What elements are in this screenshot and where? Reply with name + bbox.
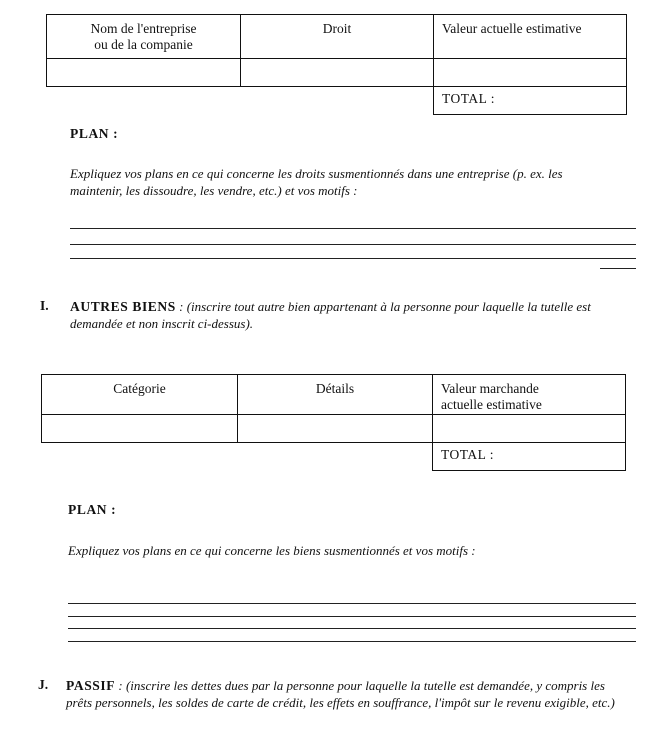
column-header-estimated-value: Valeur actuelle estimative: [434, 15, 627, 59]
column-header-category: Catégorie: [42, 375, 238, 415]
answer-line[interactable]: [68, 628, 636, 629]
plan-heading: PLAN :: [70, 126, 119, 141]
details-cell[interactable]: [238, 415, 433, 443]
total-cell[interactable]: TOTAL :: [434, 87, 627, 115]
section-note: : (inscrire les dettes dues par la personne pour laquelle la tutelle est demandée, y compris les prêts personnels, les soldes de carte de crédit, les effets en souffrance, l'impôt sur le revenu exigible, etc.): [66, 678, 615, 710]
value-cell[interactable]: [434, 59, 627, 87]
answer-line[interactable]: [68, 603, 636, 604]
total-cell[interactable]: TOTAL :: [433, 443, 626, 471]
right-cell[interactable]: [241, 59, 434, 87]
section-letter: I.: [40, 298, 49, 313]
section-letter: J.: [38, 677, 49, 692]
plan-instructions: Expliquez vos plans en ce qui concerne les biens susmentionnés et vos motifs :: [68, 543, 476, 558]
section-i-text: [70, 298, 618, 332]
section-note: : (inscrire tout autre bien appartenant à la personne pour laquelle la tutelle est demandée et non inscrit ci-dessus).: [70, 299, 591, 331]
answer-line[interactable]: [70, 258, 636, 259]
other-assets-table: [41, 374, 626, 471]
answer-line[interactable]: [600, 268, 636, 269]
column-header-details: Détails: [238, 375, 433, 415]
market-value-cell[interactable]: [433, 415, 626, 443]
company-name-cell[interactable]: [47, 59, 241, 87]
plan-heading: PLAN :: [68, 502, 117, 517]
column-header-company-name: Nom de l'entreprise ou de la companie: [47, 15, 241, 59]
answer-line[interactable]: [70, 228, 636, 229]
answer-line[interactable]: [68, 616, 636, 617]
answer-line[interactable]: [70, 244, 636, 245]
section-j-text: [66, 677, 622, 711]
section-title: AUTRES BIENS: [70, 299, 176, 314]
rights-table: [46, 14, 627, 115]
column-header-right: Droit: [241, 15, 434, 59]
column-header-market-value: Valeur marchande actuelle estimative: [433, 375, 626, 415]
category-cell[interactable]: [42, 415, 238, 443]
section-title: PASSIF: [66, 678, 116, 693]
answer-line[interactable]: [68, 641, 636, 642]
plan-instructions: Expliquez vos plans en ce qui concerne les droits susmentionnés dans une entreprise (p. ex. les maintenir, les dissoudre, les vendre, etc.) et vos motifs :: [70, 166, 563, 198]
